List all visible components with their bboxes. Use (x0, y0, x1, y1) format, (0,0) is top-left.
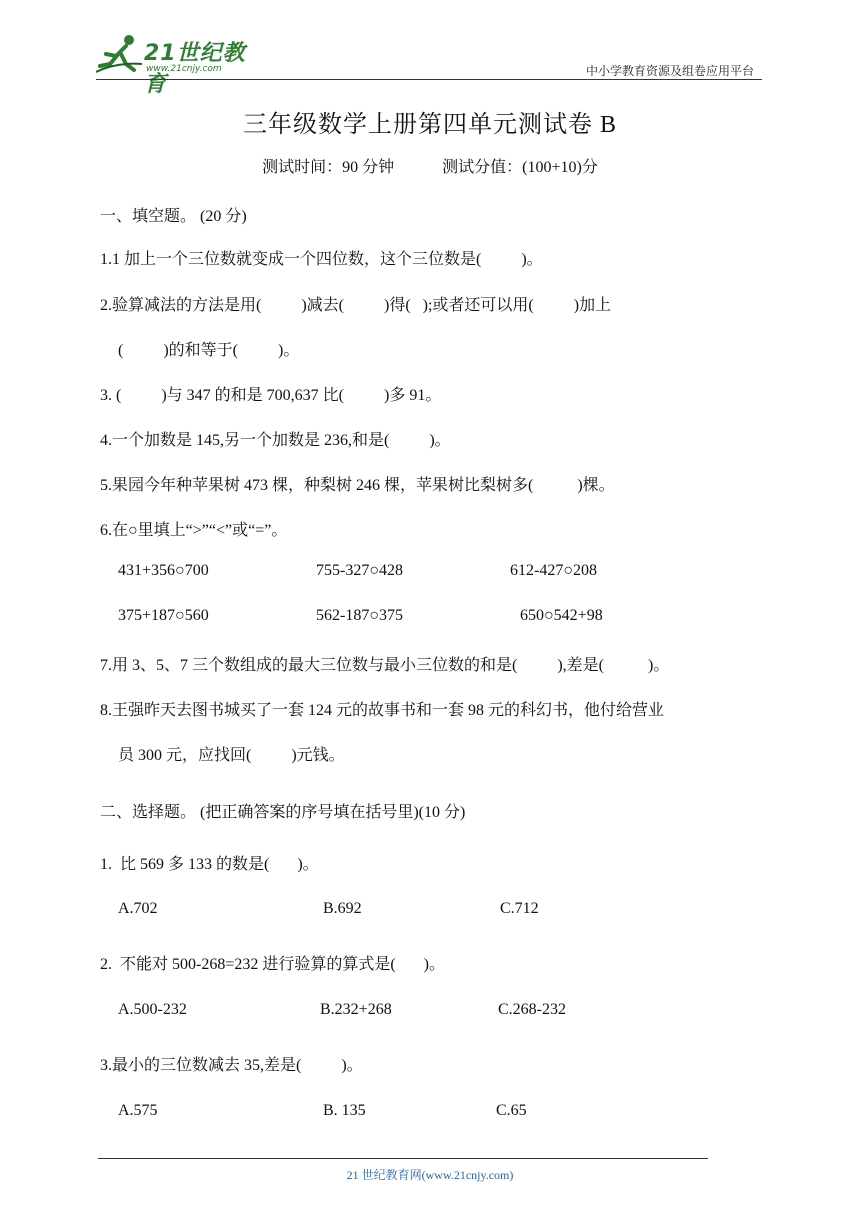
question-1-7: 7.用 3、5、7 三个数组成的最大三位数与最小三位数的和是( ),差是( )。 (100, 657, 670, 674)
option-b: B.232+268 (320, 1001, 392, 1018)
question-1-5: 5.果园今年种苹果树 473 棵，种梨树 246 棵，苹果树比梨树多( )棵。 (100, 477, 615, 494)
logo-text: 21世纪教育 (144, 41, 246, 97)
header-divider (96, 79, 762, 80)
runner-logo-icon (96, 34, 144, 74)
compare-item: 562-187○375 (316, 607, 403, 624)
compare-item: 612-427○208 (510, 562, 597, 579)
compare-item: 375+187○560 (118, 607, 209, 624)
question-1-8b: 员 300 元，应找回( )元钱。 (118, 747, 345, 764)
option-a: A.575 (118, 1102, 158, 1119)
platform-name: 中小学教育资源及组卷应用平台 (585, 64, 754, 78)
question-1-2a: 2.验算减法的方法是用( )减去( )得( );或者还可以用( )加上 (100, 297, 612, 314)
question-2-1: 1. 比 569 多 133 的数是( )。 (100, 856, 319, 873)
option-a: A.500-232 (118, 1001, 187, 1018)
logo-url: www.21cnjy.com (146, 64, 222, 74)
question-1-1: 1.1 加上一个三位数就变成一个四位数，这个三位数是( )。 (100, 251, 543, 268)
option-c: C.268-232 (498, 1001, 566, 1018)
site-logo (96, 34, 266, 97)
option-c: C.65 (496, 1102, 527, 1119)
question-1-6: 6.在○里填上“>”“<”或“=”。 (100, 522, 288, 539)
option-b: B.692 (323, 900, 362, 917)
footer-link[interactable]: 21 世纪教育网(www.21cnjy.com) (346, 1168, 514, 1182)
test-time: 测试时间：90 分钟 (262, 159, 395, 176)
test-meta (0, 154, 860, 177)
section2-heading: 二、选择题。 (把正确答案的序号填在括号里)(10 分) (100, 804, 466, 821)
compare-item: 650○542+98 (520, 607, 603, 624)
test-score: 测试分值：(100+10)分 (442, 159, 598, 176)
option-a: A.702 (118, 900, 158, 917)
option-b: B. 135 (323, 1102, 366, 1119)
question-2-3: 3.最小的三位数减去 35,差是( )。 (100, 1057, 363, 1074)
question-1-2b: ( )的和等于( )。 (118, 342, 300, 359)
page-title: 三年级数学上册第四单元测试卷 B (242, 112, 617, 138)
question-1-4: 4.一个加数是 145,另一个加数是 236,和是( )。 (100, 432, 451, 449)
section1-heading: 一、填空题。 (20 分) (100, 208, 247, 225)
compare-item: 755-327○428 (316, 562, 403, 579)
question-1-3: 3. ( )与 347 的和是 700,637 比( )多 91。 (100, 387, 442, 404)
compare-item: 431+356○700 (118, 562, 209, 579)
question-1-8a: 8.王强昨天去图书城买了一套 124 元的故事书和一套 98 元的科幻书，他付给营业 (100, 702, 665, 719)
option-c: C.712 (500, 900, 539, 917)
footer-divider (98, 1158, 708, 1159)
question-2-2: 2. 不能对 500-268=232 进行验算的算式是( )。 (100, 956, 446, 973)
